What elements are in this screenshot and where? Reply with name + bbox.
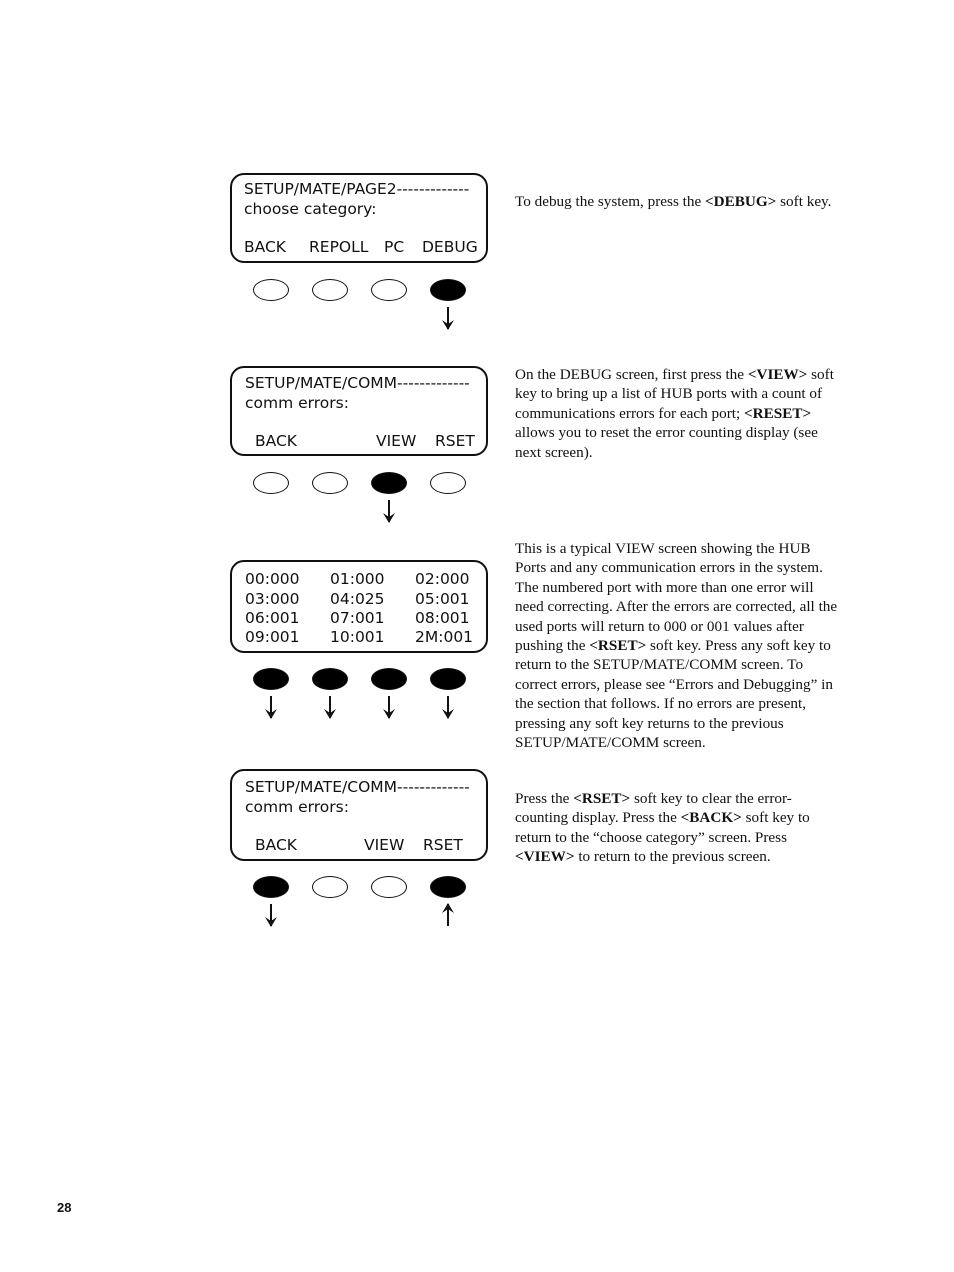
- key-name: <VIEW>: [747, 366, 808, 383]
- lcd-title: SETUP/MATE/PAGE2-------------: [244, 180, 470, 198]
- softkey-1-pressed[interactable]: [253, 876, 289, 898]
- softkey-4-pressed[interactable]: [430, 668, 466, 690]
- text: soft key to clear the error-counting display. Press the: [515, 790, 792, 827]
- softkey-label-back: BACK: [244, 238, 286, 256]
- softkey-label-view: VIEW: [364, 836, 405, 854]
- paragraph-debug-screen: [515, 365, 840, 462]
- softkey-4[interactable]: [430, 472, 466, 494]
- softkey-4-pressed[interactable]: [430, 279, 466, 301]
- port-count: 06:001: [245, 609, 300, 627]
- arrow-down-icon: [382, 500, 396, 524]
- softkey-1[interactable]: [253, 279, 289, 301]
- text: soft key. Press any soft key to return to the SETUP/MATE/COMM screen. To correct errors, please see “Errors and Debugging” in the section that follows. If no errors are present, pressing any soft key returns to the previous SETUP/MATE/COMM screen.: [515, 637, 833, 752]
- softkey-2[interactable]: [312, 472, 348, 494]
- text: This is a typical VIEW screen showing the HUB Ports and any communication errors in the system. The numbered port with more than one error will need correcting. After the errors are corrected, all the used ports will return to 000 or 001 values after pushing the: [515, 540, 838, 655]
- key-name: <RSET>: [589, 637, 647, 655]
- key-name: <RESET>: [744, 404, 812, 422]
- softkey-row-1: [230, 279, 488, 349]
- text: to return to the previous screen.: [574, 848, 771, 866]
- softkey-3-pressed[interactable]: [371, 668, 407, 690]
- softkey-label-rset: RSET: [423, 836, 463, 854]
- softkey-2-pressed[interactable]: [312, 668, 348, 690]
- softkey-2[interactable]: [312, 876, 348, 898]
- key-name: <BACK>: [680, 809, 742, 827]
- arrow-down-icon: [264, 696, 278, 720]
- softkey-row-3: [230, 668, 488, 738]
- arrow-down-icon: [441, 307, 455, 331]
- arrow-down-icon: [264, 904, 278, 928]
- lcd-screen-view-ports: [230, 560, 488, 653]
- key-name: <RSET>: [573, 790, 631, 807]
- port-count: 05:001: [415, 590, 470, 608]
- softkey-label-back: BACK: [255, 836, 297, 854]
- softkey-1-pressed[interactable]: [253, 668, 289, 690]
- softkey-label-pc: PC: [384, 238, 405, 256]
- softkey-label-view: VIEW: [376, 432, 417, 450]
- softkey-label-back: BACK: [255, 432, 297, 450]
- arrow-down-icon: [323, 696, 337, 720]
- text: Press the: [515, 790, 574, 807]
- key-name: <DEBUG>: [705, 193, 777, 210]
- paragraph-reset: [515, 789, 840, 867]
- softkey-row-4: [230, 876, 488, 946]
- text: soft key.: [776, 193, 832, 210]
- port-count: 10:001: [330, 628, 385, 646]
- softkey-label-debug: DEBUG: [422, 238, 478, 256]
- lcd-subtitle: comm errors:: [245, 394, 349, 412]
- text: soft key to return to the “choose category” screen. Press: [515, 809, 810, 846]
- text: On the DEBUG screen, first press the: [515, 366, 748, 383]
- lcd-title: SETUP/MATE/COMM-------------: [245, 374, 470, 392]
- lcd-subtitle: comm errors:: [245, 798, 349, 816]
- softkey-3[interactable]: [371, 279, 407, 301]
- softkey-label-repoll: REPOLL: [309, 238, 369, 256]
- lcd-screen-comm: [230, 366, 488, 456]
- port-count: 03:000: [245, 590, 300, 608]
- port-count: 07:001: [330, 609, 385, 627]
- paragraph-debug: [515, 192, 840, 211]
- port-count: 01:000: [330, 570, 385, 588]
- arrow-up-icon: [441, 902, 455, 926]
- softkey-row-2: [230, 472, 488, 542]
- softkey-2[interactable]: [312, 279, 348, 301]
- paragraph-view-screen: [515, 539, 840, 752]
- lcd-screen-comm-reset: [230, 769, 488, 861]
- softkey-label-rset: RSET: [435, 432, 475, 450]
- softkey-3-pressed[interactable]: [371, 472, 407, 494]
- lcd-screen-page2: [230, 173, 488, 263]
- port-count: 08:001: [415, 609, 470, 627]
- arrow-down-icon: [441, 696, 455, 720]
- port-count: 02:000: [415, 570, 470, 588]
- lcd-subtitle: choose category:: [244, 200, 377, 218]
- port-count: 09:001: [245, 628, 300, 646]
- page-number: 28: [57, 1200, 72, 1215]
- port-count: 00:000: [245, 570, 300, 588]
- text: To debug the system, press the: [515, 193, 706, 210]
- key-name: <VIEW>: [515, 848, 575, 866]
- softkey-1[interactable]: [253, 472, 289, 494]
- port-count: 2M:001: [415, 628, 474, 646]
- port-count: 04:025: [330, 590, 385, 608]
- arrow-down-icon: [382, 696, 396, 720]
- lcd-title: SETUP/MATE/COMM-------------: [245, 778, 470, 796]
- softkey-4-pressed[interactable]: [430, 876, 466, 898]
- softkey-3[interactable]: [371, 876, 407, 898]
- text: soft key to bring up a list of HUB ports with a count of communications errors for each port;: [515, 366, 834, 422]
- text: allows you to reset the error counting display (see next screen).: [515, 424, 818, 461]
